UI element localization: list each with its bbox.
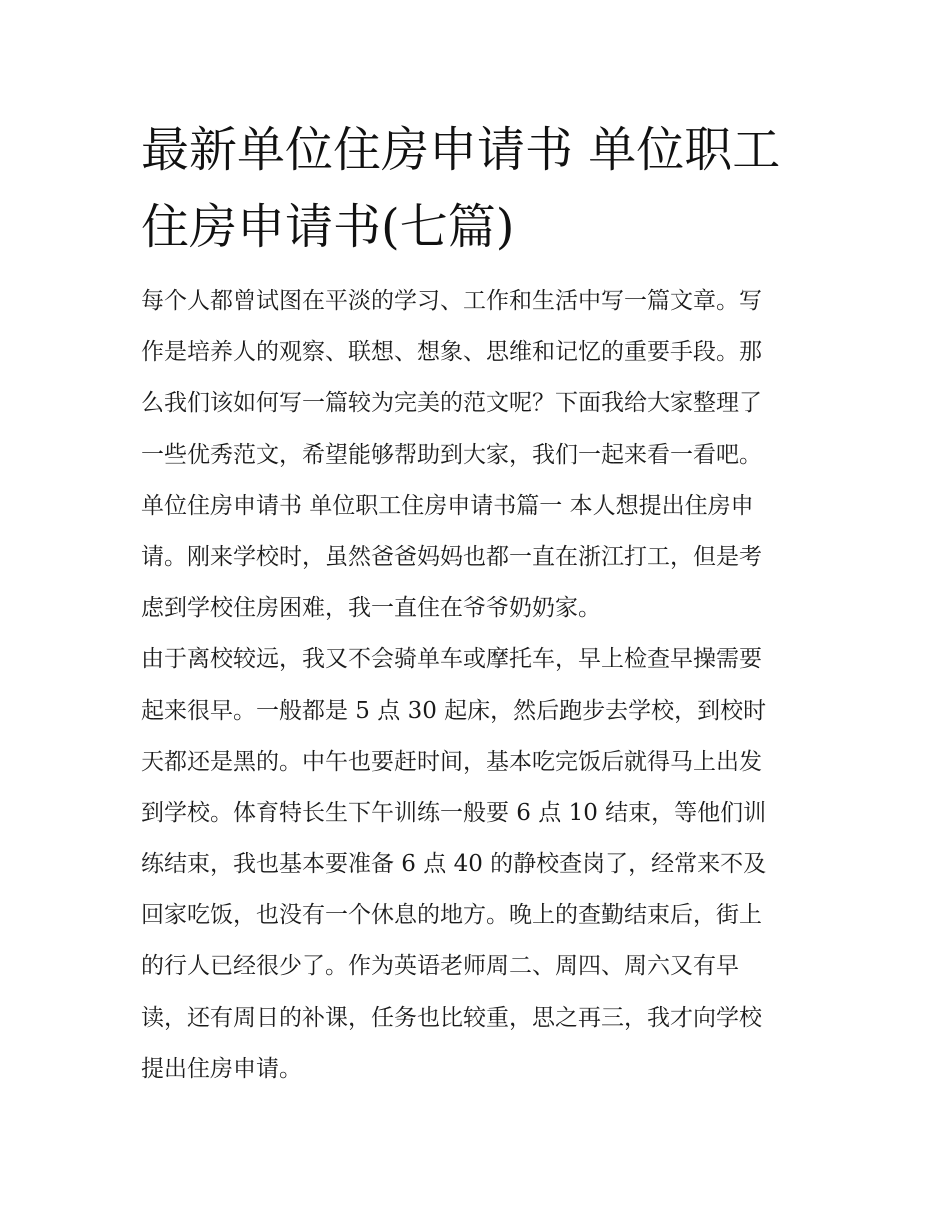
body-line: 请。刚来学校时，虽然爸爸妈妈也都一直在浙江打工，但是考 (141, 543, 762, 570)
body-line: 么我们该如何写一篇较为完美的范文呢？下面我给大家整理了 (141, 390, 762, 417)
body-line: 虑到学校住房困难，我一直住在爷爷奶奶家。 (141, 595, 601, 622)
body-line: 由于离校较远，我又不会骑单车或摩托车，早上检查早操需要 (141, 646, 762, 673)
body-line: 起来很早。一般都是 5 点 30 起床，然后跑步去学校，到校时 (141, 697, 767, 724)
body-line: 读，还有周日的补课，任务也比较重，思之再三，我才向学校 (141, 1004, 762, 1031)
title-line: 最新单位住房申请书 单位职工 (141, 122, 781, 178)
body-line: 一些优秀范文，希望能够帮助到大家，我们一起来看一看吧。 (141, 441, 762, 468)
body-line: 提出住房申请。 (141, 1055, 302, 1082)
body-line: 单位住房申请书 单位职工住房申请书篇一 本人想提出住房申 (141, 492, 754, 519)
title-line: 住房申请书(七篇) (141, 199, 515, 255)
body-line: 的行人已经很少了。作为英语老师周二、周四、周六又有早 (141, 953, 739, 980)
body-line: 每个人都曾试图在平淡的学习、工作和生活中写一篇文章。写 (141, 288, 762, 314)
body-line: 练结束，我也基本要准备 6 点 40 的静校查岗了，经常来不及 (141, 851, 767, 878)
document-title (141, 112, 821, 266)
body-line: 天都还是黑的。中午也要赶时间，基本吃完饭后就得马上出发 (141, 748, 762, 775)
body-line: 作是培养人的观察、联想、想象、思维和记忆的重要手段。那 (141, 339, 762, 366)
body-line: 回家吃饭，也没有一个休息的地方。晚上的查勤结束后，街上 (141, 902, 762, 929)
document-body (141, 276, 821, 1095)
body-line: 到学校。体育特长生下午训练一般要 6 点 10 结束，等他们训 (141, 799, 767, 826)
